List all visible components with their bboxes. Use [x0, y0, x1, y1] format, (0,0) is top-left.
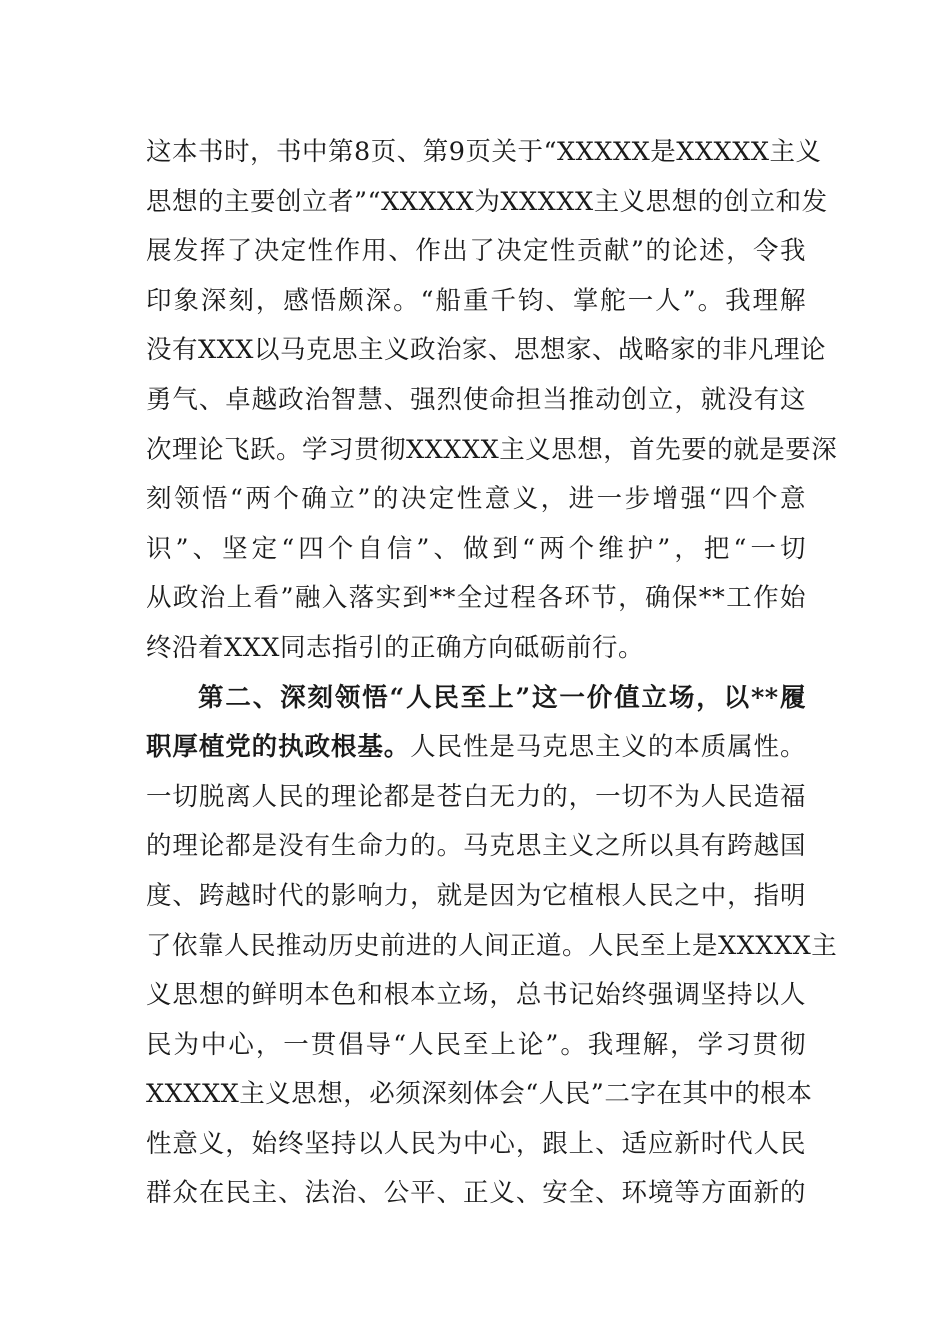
paragraph-line: XXXXX主义思想，必须深刻体会“人民”二字在其中的根本 [146, 1079, 813, 1110]
paragraph-line: 这本书时，书中第8页、第9页关于“XXXXX是XXXXX主义 [146, 137, 822, 167]
paragraph-line: 次理论飞跃。学习贯彻XXXXX主义思想，首先要的就是要深 [146, 434, 838, 465]
paragraph-line: 展发挥了决定性作用、作出了决定性贡献”的论述，令我 [146, 236, 806, 267]
paragraph-line: 群众在民主、法治、公平、正义、安全、环境等方面新的 [146, 1178, 806, 1209]
paragraph-line: 度、跨越时代的影响力，就是因为它植根人民之中，指明 [146, 880, 806, 911]
paragraph-line: 勇气、卓越政治智慧、强烈使命担当推动创立，就没有这 [146, 384, 806, 415]
section-heading-bold: 职厚植党的执政根基。 [146, 732, 411, 763]
paragraph-line: 刻领悟“两个确立”的决定性意义，进一步增强“四个意 [146, 484, 806, 515]
paragraph-line: 从政治上看”融入落实到**全过程各环节，确保**工作始 [146, 583, 806, 614]
section-heading-rest: 人民性是马克思主义的本质属性。 [410, 732, 806, 763]
paragraph-line: 终沿着XXX同志指引的正确方向砥砺前行。 [146, 632, 644, 663]
paragraph-line: 一切脱离人民的理论都是苍白无力的，一切不为人民造福 [146, 781, 806, 812]
section-heading-line: 第二、深刻领悟“人民至上”这一价值立场，以**履 [198, 682, 806, 713]
paragraph-line: 的理论都是没有生命力的。马克思主义之所以具有跨越国 [146, 831, 806, 862]
paragraph-line: 没有XXX以马克思主义政治家、思想家、战略家的非凡理论 [146, 335, 826, 366]
paragraph-line: 民为中心，一贯倡导“人民至上论”。我理解，学习贯彻 [146, 1029, 806, 1060]
paragraph-line: 性意义，始终坚持以人民为中心，跟上、适应新时代人民 [146, 1128, 806, 1159]
paragraph-line: 义思想的鲜明本色和根本立场，总书记始终强调坚持以人 [146, 980, 806, 1011]
section-heading-line [146, 723, 806, 773]
paragraph-line: 思想的主要创立者”“XXXXX为XXXXX主义思想的创立和发 [146, 186, 828, 217]
paragraph-line: 识”、坚定“四个自信”、做到“两个维护”，把“一切 [146, 533, 806, 564]
paragraph-line: 了依靠人民推动历史前进的人间正道。人民至上是XXXXX主 [146, 930, 838, 961]
paragraph-line: 印象深刻，感悟颇深。“船重千钧、掌舵一人”。我理解 [146, 285, 806, 316]
document-body [146, 128, 838, 1219]
